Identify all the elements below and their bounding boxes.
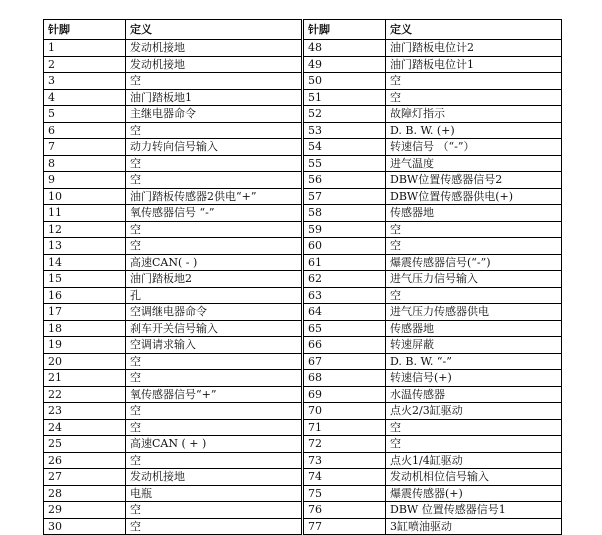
pin-left-cell: 5 — [44, 106, 126, 123]
definition-left-cell: 空 — [126, 518, 302, 535]
definition-right-cell: 油门踏板电位计2 — [386, 40, 562, 57]
pin-left-cell: 27 — [44, 469, 126, 486]
definition-right-cell: 空 — [386, 238, 562, 255]
pin-right-cell: 51 — [304, 89, 386, 106]
definition-left-cell: 主继电器命令 — [126, 106, 302, 123]
definition-left-cell: 氧传感器信号“+” — [126, 386, 302, 403]
pin-definition-table — [43, 19, 562, 535]
pin-right-cell: 63 — [304, 287, 386, 304]
definition-left-cell: 空 — [126, 122, 302, 139]
pin-right-cell: 67 — [304, 353, 386, 370]
pin-left-cell: 19 — [44, 337, 126, 354]
definition-left-cell: 高速CAN( - ) — [126, 254, 302, 271]
table-row — [44, 139, 562, 156]
definition-left-cell: 空 — [126, 403, 302, 420]
definition-right-cell: 传感器地 — [386, 320, 562, 337]
table-row — [44, 254, 562, 271]
pin-right-cell: 70 — [304, 403, 386, 420]
table-row — [44, 320, 562, 337]
pin-right-cell: 66 — [304, 337, 386, 354]
pin-left-cell: 10 — [44, 188, 126, 205]
pin-right-cell: 49 — [304, 56, 386, 73]
pin-right-cell: 56 — [304, 172, 386, 189]
table-row — [44, 353, 562, 370]
definition-left-cell: 孔 — [126, 287, 302, 304]
table-row — [44, 73, 562, 90]
pin-left-cell: 17 — [44, 304, 126, 321]
table-row — [44, 221, 562, 238]
table-row — [44, 155, 562, 172]
pin-left-cell: 26 — [44, 452, 126, 469]
definition-left-cell: 电瓶 — [126, 485, 302, 502]
definition-left-cell: 发动机接地 — [126, 56, 302, 73]
definition-right-cell: 进气压力信号输入 — [386, 271, 562, 288]
definition-right-cell: 爆震传感器信号(“-”) — [386, 254, 562, 271]
table-row — [44, 122, 562, 139]
definition-right-cell: 故障灯指示 — [386, 106, 562, 123]
pin-right-cell: 73 — [304, 452, 386, 469]
pin-left-cell: 18 — [44, 320, 126, 337]
pin-left-cell: 8 — [44, 155, 126, 172]
pin-left-cell: 4 — [44, 89, 126, 106]
definition-left-cell: 动力转向信号输入 — [126, 139, 302, 156]
table-row — [44, 172, 562, 189]
table-row — [44, 56, 562, 73]
definition-right-cell: 水温传感器 — [386, 386, 562, 403]
definition-right-cell: 空 — [386, 436, 562, 453]
definition-right-cell: 空 — [386, 221, 562, 238]
definition-right-cell: 进气压力传感器供电 — [386, 304, 562, 321]
pin-right-cell: 62 — [304, 271, 386, 288]
definition-right-cell: 空 — [386, 73, 562, 90]
table-row — [44, 106, 562, 123]
pin-left-cell: 23 — [44, 403, 126, 420]
definition-left-cell: 空 — [126, 221, 302, 238]
pin-left-cell: 7 — [44, 139, 126, 156]
pin-left-cell: 13 — [44, 238, 126, 255]
pin-left-cell: 6 — [44, 122, 126, 139]
table-row — [44, 304, 562, 321]
header-definition-right: 定义 — [386, 20, 562, 40]
definition-left-cell: 发动机接地 — [126, 40, 302, 57]
pin-left-cell: 16 — [44, 287, 126, 304]
definition-right-cell: 转速屏蔽 — [386, 337, 562, 354]
definition-left-cell: 油门踏板传感器2供电“+” — [126, 188, 302, 205]
table-row — [44, 436, 562, 453]
pin-left-cell: 30 — [44, 518, 126, 535]
definition-right-cell: DBW位置传感器信号2 — [386, 172, 562, 189]
pin-right-cell: 58 — [304, 205, 386, 222]
pin-left-cell: 29 — [44, 502, 126, 519]
pin-left-cell: 28 — [44, 485, 126, 502]
table-row — [44, 238, 562, 255]
definition-left-cell: 空 — [126, 370, 302, 387]
definition-right-cell: D. B. W. “-” — [386, 353, 562, 370]
header-pin-right: 针脚 — [304, 20, 386, 40]
pin-right-cell: 61 — [304, 254, 386, 271]
pin-left-cell: 2 — [44, 56, 126, 73]
pin-left-cell: 11 — [44, 205, 126, 222]
pin-right-cell: 59 — [304, 221, 386, 238]
table-row — [44, 502, 562, 519]
table-row — [44, 485, 562, 502]
pin-right-cell: 65 — [304, 320, 386, 337]
table-row — [44, 419, 562, 436]
definition-left-cell: 空 — [126, 73, 302, 90]
table-row — [44, 287, 562, 304]
definition-left-cell: 发动机接地 — [126, 469, 302, 486]
definition-left-cell: 空 — [126, 502, 302, 519]
definition-left-cell: 空 — [126, 452, 302, 469]
definition-left-cell: 空 — [126, 353, 302, 370]
definition-left-cell: 高速CAN ( + ) — [126, 436, 302, 453]
pin-right-cell: 71 — [304, 419, 386, 436]
pin-right-cell: 76 — [304, 502, 386, 519]
pin-left-cell: 9 — [44, 172, 126, 189]
definition-right-cell: DBW 位置传感器信号1 — [386, 502, 562, 519]
definition-right-cell: 发动机相位信号输入 — [386, 469, 562, 486]
table-row — [44, 271, 562, 288]
definition-left-cell: 空 — [126, 172, 302, 189]
definition-right-cell: 空 — [386, 89, 562, 106]
pin-left-cell: 20 — [44, 353, 126, 370]
pin-left-cell: 1 — [44, 40, 126, 57]
definition-left-cell: 空调请求输入 — [126, 337, 302, 354]
header-definition-left: 定义 — [126, 20, 302, 40]
pin-right-cell: 68 — [304, 370, 386, 387]
pin-left-cell: 24 — [44, 419, 126, 436]
pin-left-cell: 12 — [44, 221, 126, 238]
definition-left-cell: 油门踏板地2 — [126, 271, 302, 288]
definition-right-cell: DBW位置传感器供电(+) — [386, 188, 562, 205]
table-body — [44, 40, 562, 535]
definition-right-cell: 空 — [386, 419, 562, 436]
table-row — [44, 40, 562, 57]
table-row — [44, 469, 562, 486]
definition-right-cell: 进气温度 — [386, 155, 562, 172]
pin-left-cell: 14 — [44, 254, 126, 271]
pin-right-cell: 52 — [304, 106, 386, 123]
pin-right-cell: 55 — [304, 155, 386, 172]
pin-definition-table-container — [43, 19, 562, 535]
pin-right-cell: 50 — [304, 73, 386, 90]
definition-left-cell: 油门踏板地1 — [126, 89, 302, 106]
pin-right-cell: 57 — [304, 188, 386, 205]
definition-left-cell: 空 — [126, 155, 302, 172]
definition-left-cell: 空 — [126, 419, 302, 436]
pin-right-cell: 75 — [304, 485, 386, 502]
pin-right-cell: 77 — [304, 518, 386, 535]
definition-left-cell: 刹车开关信号输入 — [126, 320, 302, 337]
definition-right-cell: 转速信号(+) — [386, 370, 562, 387]
table-row — [44, 337, 562, 354]
table-row — [44, 403, 562, 420]
definition-right-cell: D. B. W. (+) — [386, 122, 562, 139]
pin-right-cell: 69 — [304, 386, 386, 403]
pin-left-cell: 15 — [44, 271, 126, 288]
table-row — [44, 386, 562, 403]
definition-left-cell: 空 — [126, 238, 302, 255]
definition-right-cell: 点火2/3缸驱动 — [386, 403, 562, 420]
table-row — [44, 188, 562, 205]
table-row — [44, 370, 562, 387]
definition-left-cell: 空调继电器命令 — [126, 304, 302, 321]
pin-left-cell: 25 — [44, 436, 126, 453]
table-header-row — [44, 20, 562, 40]
table-row — [44, 205, 562, 222]
header-pin-left: 针脚 — [44, 20, 126, 40]
pin-left-cell: 21 — [44, 370, 126, 387]
definition-right-cell: 点火1/4缸驱动 — [386, 452, 562, 469]
definition-right-cell: 爆震传感器(+) — [386, 485, 562, 502]
definition-right-cell: 3缸喷油驱动 — [386, 518, 562, 535]
table-row — [44, 452, 562, 469]
pin-right-cell: 64 — [304, 304, 386, 321]
pin-right-cell: 60 — [304, 238, 386, 255]
pin-right-cell: 48 — [304, 40, 386, 57]
table-row — [44, 518, 562, 535]
pin-left-cell: 22 — [44, 386, 126, 403]
definition-right-cell: 转速信号 （“-”） — [386, 139, 562, 156]
pin-right-cell: 72 — [304, 436, 386, 453]
definition-right-cell: 油门踏板电位计1 — [386, 56, 562, 73]
pin-right-cell: 53 — [304, 122, 386, 139]
definition-right-cell: 传感器地 — [386, 205, 562, 222]
definition-right-cell: 空 — [386, 287, 562, 304]
pin-right-cell: 74 — [304, 469, 386, 486]
table-row — [44, 89, 562, 106]
pin-right-cell: 54 — [304, 139, 386, 156]
pin-left-cell: 3 — [44, 73, 126, 90]
definition-left-cell: 氧传感器信号 “-” — [126, 205, 302, 222]
